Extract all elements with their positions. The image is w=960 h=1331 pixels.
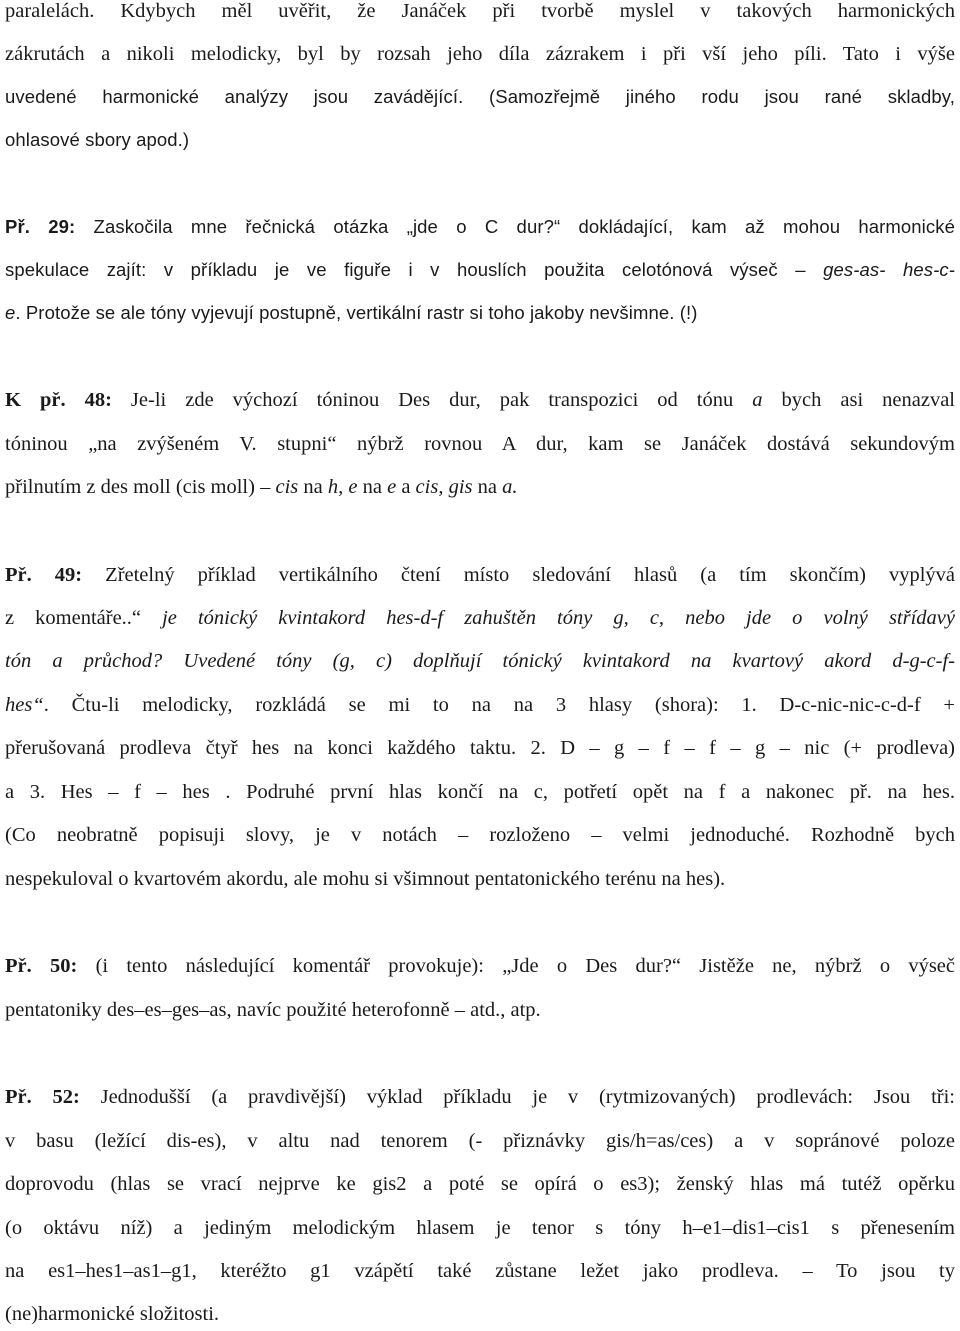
example-number: 49: <box>54 564 83 586</box>
p3-line-1: K př. 48: Je-li zde výchozí tóninou Des dur, pak transpozici od tónu a bych asi nenazval <box>5 389 955 411</box>
example-label: Př. <box>5 216 30 237</box>
p5-line-1: Př. 50: (i tento následující komentář provokuje): „Jde o Des dur?“ Jistěže ne, nýbrž o výseč <box>5 955 955 977</box>
example-label: K př. <box>5 389 66 411</box>
p6-line-4: (o oktávu níž) a jediným melodickým hlasem je tenor s tóny h–e1–dis1–cis1 s přenesením <box>5 1217 955 1239</box>
p4-line-3: tón a průchod? Uvedené tóny (g, c) doplňují tónický kvintakord na kvartový akord d-g-c-f- <box>5 650 955 672</box>
p4-line-2: z komentáře..“ je tónický kvintakord hes-d-f zahuštěn tóny g, c, nebo jde o volný střídavý <box>5 607 955 629</box>
example-number: 48: <box>84 389 112 411</box>
p2-line-1: Př. 29: Zaskočila mne řečnická otázka „jde o C dur?“ dokládající, kam až mohou harmonické <box>5 216 955 237</box>
example-label: Př. <box>5 1086 32 1108</box>
p6-line-3: doprovodu (hlas se vrací nejprve ke gis2 a poté se opírá o es3); ženský hlas má tutéž opěrku <box>5 1173 955 1195</box>
p6-line-6: (ne)harmonické složitosti. <box>5 1303 220 1325</box>
example-number: 29: <box>48 216 76 237</box>
p1-line-2: zákrutách a nikoli melodicky, byl by rozsah jeho díla zázrakem i při vší jeho píli. Tato i výše <box>5 43 955 65</box>
example-number: 52: <box>52 1086 80 1108</box>
p2-line-2: spekulace zajít: v příkladu je ve figuře i v houslích použita celotónová výseč – ges-as- hes-c- <box>5 259 955 280</box>
p6-line-5: na es1–hes1–as1–g1, kteréžto g1 vzápětí také zůstane ležet jako prodleva. – To jsou ty <box>5 1260 955 1282</box>
example-number: 50: <box>50 955 78 977</box>
example-label: Př. <box>5 564 32 586</box>
p6-line-1: Př. 52: Jednodušší (a pravdivější) výklad příkladu je v (rytmizovaných) prodlevách: Jsou tři: <box>5 1086 955 1108</box>
p4-line-5: přerušovaná prodleva čtyř hes na konci každého taktu. 2. D – g – f – f – g – nic (+ prodleva) <box>5 737 955 759</box>
p5-line-2: pentatoniky des–es–ges–as, navíc použité heterofonně – atd., atp. <box>5 999 541 1021</box>
p3-line-3: přilnutím z des moll (cis moll) – cis na h, e na e a cis, gis na a. <box>5 476 518 498</box>
p6-line-2: v basu (ležící dis-es), v altu nad tenorem (- přiznávky gis/h=as/ces) a v sopránové poloze <box>5 1130 955 1152</box>
p4-line-4: hes“. Čtu-li melodicky, rozkládá se mi to na na 3 hlasy (shora): 1. D-c-nic-nic-c-d-f + <box>5 694 955 716</box>
p2-line-3: e. Protože se ale tóny vyjevují postupně, vertikální rastr si toho jakoby nevšimne. (!) <box>5 302 698 323</box>
p1-line-4: ohlasové sbory apod.) <box>5 129 190 150</box>
p1-line-3: uvedené harmonické analýzy jsou zavádějící. (Samozřejmě jiného rodu jsou rané skladby, <box>5 86 955 107</box>
p4-line-8: nespekuloval o kvartovém akordu, ale mohu si všimnout pentatonického terénu na hes). <box>5 868 726 890</box>
p1-line-1: paralelách. Kdybych měl uvěřit, že Janáček při tvorbě myslel v takových harmonických <box>5 0 955 22</box>
p4-line-1: Př. 49: Zřetelný příklad vertikálního čtení místo sledování hlasů (a tím skončím) vyplývá <box>5 564 956 586</box>
p3-line-2: tóninou „na zvýšeném V. stupni“ nýbrž rovnou A dur, kam se Janáček dostává sekundovým <box>5 433 955 455</box>
p4-line-6: a 3. Hes – f – hes . Podruhé první hlas končí na c, potřetí opět na f a nakonec př. na hes. <box>5 781 955 803</box>
p4-line-7: (Co neobratně popisuji slovy, je v notách – rozloženo – velmi jednoduché. Rozhodně bych <box>5 824 955 846</box>
example-label: Př. <box>5 955 32 977</box>
